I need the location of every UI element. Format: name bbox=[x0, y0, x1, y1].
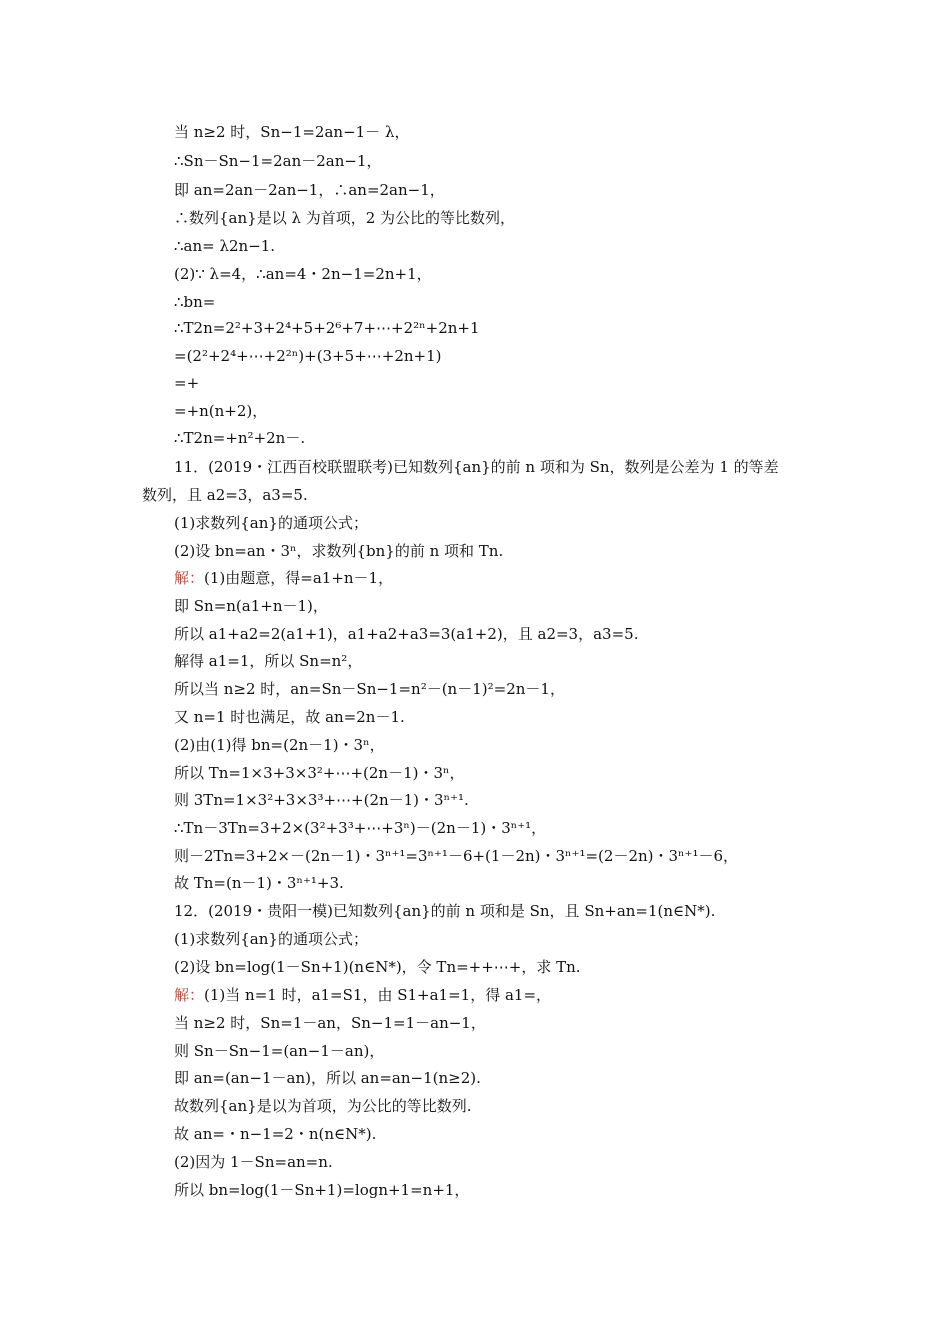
problem-11-stem: 11．(2019・江西百校联盟联考)已知数列{an}的前 n 项和为 Sn，数列是公差为 1 的等差 bbox=[174, 458, 779, 476]
text-line: 所以当 n≥2 时，an=Sn－Sn−1=n²－(n－1)²=2n－1， bbox=[174, 680, 565, 698]
text-line: ∴Sn－Sn−1=2an－2an−1， bbox=[174, 152, 382, 170]
text-line: (1)求数列{an}的通项公式； bbox=[174, 514, 368, 532]
text-line: (2)∵ λ=4，∴an=4・2n−1=2n+1， bbox=[174, 265, 432, 283]
text-line: ∴T2n=2²+3+2⁴+5+2⁶+7+⋯+2²ⁿ+2n+1 bbox=[174, 319, 480, 337]
text-line: (2)设 bn=an・3ⁿ，求数列{bn}的前 n 项和 Tn. bbox=[174, 542, 504, 560]
text-line: ∴Tn－3Tn=3+2×(3²+3³+⋯+3ⁿ)－(2n－1)・3ⁿ⁺¹， bbox=[174, 819, 547, 837]
text-line: 所以 Tn=1×3+3×3²+⋯+(2n－1)・3ⁿ， bbox=[174, 764, 465, 782]
text-line: ∴bn= bbox=[174, 293, 216, 311]
answer-label: 解： bbox=[174, 986, 205, 1004]
text-line: (2)设 bn=log(1－Sn+1)(n∈N*)，令 Tn=++⋯+，求 Tn. bbox=[174, 958, 581, 976]
text-line: 故数列{an}是以为首项，为公比的等比数列. bbox=[174, 1097, 472, 1115]
text-line: 当 n≥2 时，Sn−1=2an−1－ λ， bbox=[174, 123, 410, 141]
problem-11-stem-cont: 数列，且 a2=3，a3=5. bbox=[142, 486, 308, 504]
answer-label: 解： bbox=[174, 569, 205, 587]
text-line: =(2²+2⁴+⋯+2²ⁿ)+(3+5+⋯+2n+1) bbox=[174, 347, 442, 365]
solution-line: 解：(1)由题意，得=a1+n－1， bbox=[174, 569, 394, 587]
solution-line: 解：(1)当 n=1 时，a1=S1，由 S1+a1=1，得 a1=， bbox=[174, 986, 552, 1004]
text-line: =+ bbox=[174, 374, 200, 392]
text-line: 则 Sn－Sn−1=(an−1－an)， bbox=[174, 1042, 385, 1060]
text-line: 即 Sn=n(a1+n－1)， bbox=[174, 597, 328, 615]
text-line: ∴an= λ2n−1. bbox=[174, 237, 276, 255]
text-line: 即 an=2an－2an−1，∴an=2an−1， bbox=[174, 181, 445, 199]
text-line: 则－2Tn=3+2×－(2n－1)・3ⁿ⁺¹=3ⁿ⁺¹－6+(1－2n)・3ⁿ⁺¹=(2－2n)・3ⁿ⁺¹－6， bbox=[174, 847, 739, 865]
text-line: 又 n=1 时也满足，故 an=2n－1. bbox=[174, 708, 405, 726]
text-line: 所以 a1+a2=2(a1+1)，a1+a2+a3=3(a1+2)，且 a2=3，a3=5. bbox=[174, 625, 639, 643]
text-line: 当 n≥2 时，Sn=1－an，Sn−1=1－an−1， bbox=[174, 1014, 486, 1032]
text-line: ∴T2n=+n²+2n－. bbox=[174, 429, 306, 447]
text-line: 则 3Tn=1×3²+3×3³+⋯+(2n－1)・3ⁿ⁺¹. bbox=[174, 791, 469, 809]
text-line: (1)求数列{an}的通项公式； bbox=[174, 930, 368, 948]
text-line: 故 an=・n−1=2・n(n∈N*). bbox=[174, 1125, 377, 1143]
problem-12-stem: 12．(2019・贵阳一模)已知数列{an}的前 n 项和是 Sn，且 Sn+an=1(n∈N*). bbox=[174, 902, 716, 920]
text-line: 故 Tn=(n－1)・3ⁿ⁺¹+3. bbox=[174, 874, 344, 892]
text-line: (2)由(1)得 bn=(2n－1)・3ⁿ， bbox=[174, 736, 385, 754]
text-line: 即 an=(an−1－an)，所以 an=an−1(n≥2). bbox=[174, 1069, 481, 1087]
text-line: 所以 bn=log(1－Sn+1)=logn+1=n+1， bbox=[174, 1181, 470, 1199]
text-line: (2)因为 1－Sn=an=n. bbox=[174, 1153, 333, 1171]
text-line: 解得 a1=1，所以 Sn=n²， bbox=[174, 652, 363, 670]
text-line: =+n(n+2)， bbox=[174, 402, 268, 420]
text-line: ∴数列{an}是以 λ 为首项，2 为公比的等比数列， bbox=[174, 209, 516, 227]
